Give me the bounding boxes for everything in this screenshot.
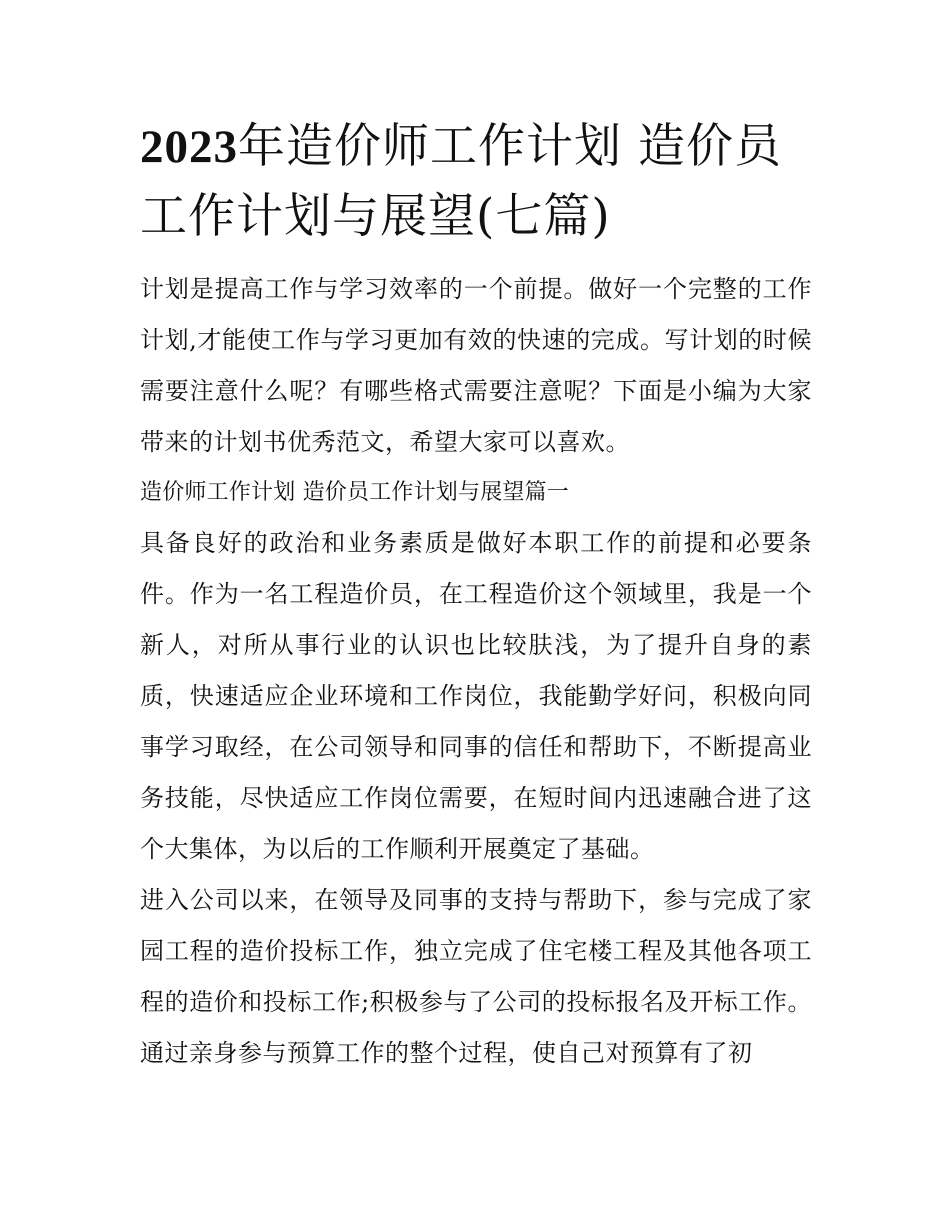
section-heading: 造价师工作计划 造价员工作计划与展望篇一 xyxy=(140,480,569,505)
body-paragraph-2: 进入公司以来，在领导及同事的支持与帮助下，参与完成了家园工程的造价投标工作，独立完成了住宅楼工程及其他各项工程的造价和投标工作;积极参与了公司的投标报名及开标工作。通过亲身参与预算工作的整个过程，使自己对预算有了初 xyxy=(140,886,812,1067)
title-year: 2023 xyxy=(140,121,238,173)
body-paragraph-1: 具备良好的政治和业务素质是做好本职工作的前提和必要条件。作为一名工程造价员，在工程造价这个领域里，我是一个新人，对所从事行业的认识也比较肤浅，为了提升自身的素质，快速适应企业环境和工作岗位，我能勤学好问，积极向同事学习取经，在公司领导和同事的信任和帮助下，不断提高业务技能，尽快适应工作岗位需要，在短时间内迅速融合进了这个大集体，为以后的工作顺利开展奠定了基础。 xyxy=(140,529,812,863)
document-page xyxy=(140,112,812,1079)
document-title xyxy=(140,112,812,251)
title-text: 年造价师工作计划 造价员工作计划与展望(七篇) xyxy=(140,119,782,244)
intro-paragraph: 计划是提高工作与学习效率的一个前提。做好一个完整的工作计划,才能使工作与学习更加有效的快速的完成。写计划的时候需要注意什么呢？有哪些格式需要注意呢？下面是小编为大家带来的计划书优秀范文，希望大家可以喜欢。 xyxy=(140,275,812,456)
